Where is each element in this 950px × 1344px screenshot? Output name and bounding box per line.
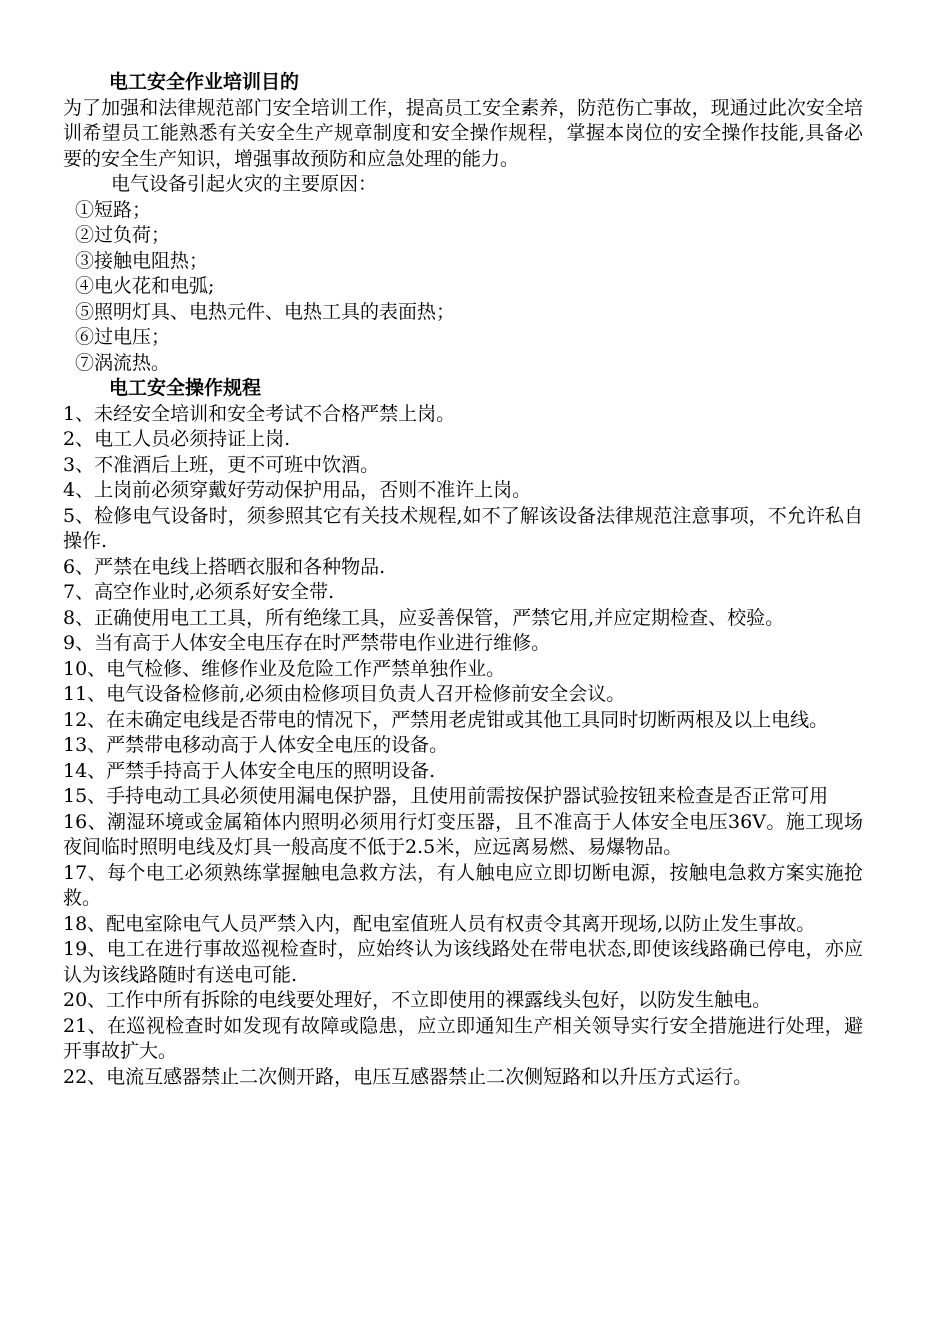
rule-item: 21、在巡视检查时如发现有故障或隐患，应立即通知生产相关领导实行安全措施进行处理，避开事故扩大。 (63, 1014, 863, 1062)
rule-item: 12、在未确定电线是否带电的情况下，严禁用老虎钳或其他工具同时切断两根及以上电线。 (63, 708, 829, 731)
rule-item: 18、配电室除电气人员严禁入内，配电室值班人员有权责令其离开现场,以防止发生事故。 (63, 912, 816, 935)
fire-causes-label: 电气设备引起火灾的主要原因： (111, 173, 378, 195)
cause-item: ①短路； (75, 198, 152, 221)
fire-causes-list (63, 198, 863, 377)
cause-item: ⑥过电压； (75, 326, 171, 348)
operating-rules-list (63, 402, 863, 1091)
rule-item: 6、严禁在电线上搭晒衣服和各种物品. (63, 555, 386, 578)
cause-item: ③接触电阻热； (75, 249, 209, 272)
rule-item: 11、电气设备检修前,必须由检修项目负责人召开检修前安全会议。 (63, 683, 626, 705)
rule-item: 19、电工在进行事故巡视检查时，应始终认为该线路处在带电状态,即使该线路确已停电，亦应认为该线路随时有送电可能. (63, 938, 863, 986)
rule-item: 13、严禁带电移动高于人体安全电压的设备。 (63, 734, 449, 756)
rule-item: 4、上岗前必须穿戴好劳动保护用品，否则不准许上岗。 (63, 479, 532, 501)
rule-item: 16、潮湿环境或金属箱体内照明必须用行灯变压器，且不准高于人体安全电压36V。施工现场夜间临时照明电线及灯具一般高度不低于2.5米，应远离易燃、易爆物品。 (63, 810, 863, 858)
rule-item: 14、严禁手持高于人体安全电压的照明设备. (63, 759, 436, 782)
rule-item: 1、未经安全培训和安全考试不合格严禁上岗。 (63, 402, 456, 425)
rule-item: 10、电气检修、维修作业及危险工作严禁单独作业。 (63, 657, 506, 680)
rule-item: 2、电工人员必须持证上岗. (63, 428, 291, 450)
rule-item: 3、不准酒后上班，更不可班中饮酒。 (63, 453, 380, 476)
cause-item: ⑦涡流热。 (75, 351, 171, 374)
cause-item: ④电火花和电弧; (75, 275, 215, 297)
cause-item: ⑤照明灯具、电热元件、电热工具的表面热； (75, 300, 456, 323)
rule-item: 7、高空作业时,必须系好安全带. (63, 581, 335, 603)
rule-item: 9、当有高于人体安全电压存在时严禁带电作业进行维修。 (63, 632, 551, 654)
training-purpose-paragraph: 为了加强和法律规范部门安全培训工作，提高员工安全素养，防范伤亡事故，现通过此次安全培训希望员工能熟悉有关安全生产规章制度和安全操作规程，掌握本岗位的安全操作技能,具备必要的安全生产知识，增强事故预防和应急处理的能力。 (63, 96, 863, 170)
rule-item: 8、正确使用电工工具，所有绝缘工具，应妥善保管，严禁它用,并应定期检查、校验。 (63, 606, 785, 629)
rule-item: 5、检修电气设备时，须参照其它有关技术规程,如不了解该设备法律规范注意事项，不允许私自操作. (63, 504, 863, 552)
document-page (63, 70, 863, 1090)
cause-item: ②过负荷； (75, 224, 171, 246)
rule-item: 22、电流互感器禁止二次侧开路，电压互感器禁止二次侧短路和以升压方式运行。 (63, 1065, 753, 1088)
section-title-training-purpose: 电工安全作业培训目的 (109, 71, 300, 93)
rule-item: 20、工作中所有拆除的电线要处理好，不立即使用的裸露线头包好，以防发生触电。 (63, 989, 772, 1011)
section-title-operating-rules: 电工安全操作规程 (109, 377, 262, 399)
rule-item: 17、每个电工必须熟练掌握触电急救方法，有人触电应立即切断电源，按触电急救方案实施抢救。 (63, 861, 863, 909)
rule-item: 15、手持电动工具必须使用漏电保护器，且使用前需按保护器试验按钮来检查是否正常可用 (63, 785, 829, 807)
